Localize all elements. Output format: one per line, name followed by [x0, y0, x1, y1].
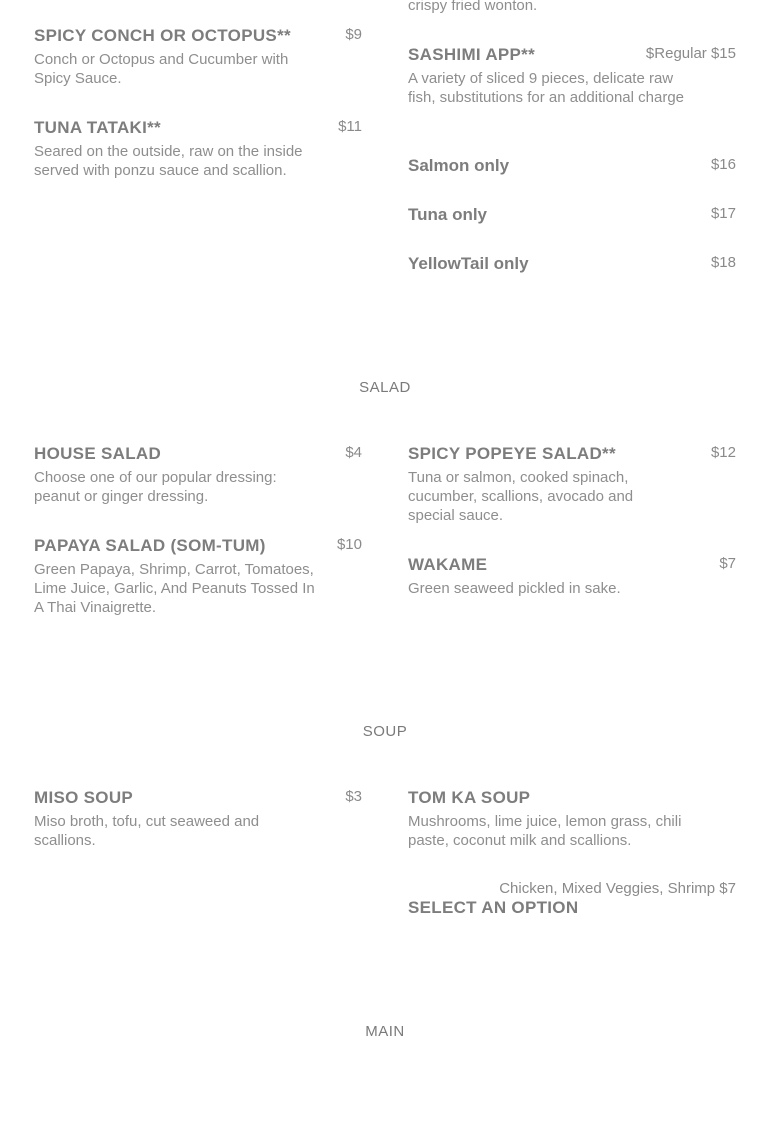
menu-item-price: $9	[345, 26, 362, 43]
menu-option-label[interactable]: Salmon only	[408, 156, 510, 175]
menu-item-description: Green Papaya, Shrimp, Carrot, Tomatoes, Lime Juice, Garlic, And Peanuts Tossed In A Thai Vinaigrette.	[34, 561, 315, 616]
menu-item-name[interactable]: SPICY CONCH OR OCTOPUS**	[34, 26, 291, 45]
section-title-salad: SALAD	[359, 379, 411, 396]
menu-item-name[interactable]: MISO SOUP	[34, 788, 134, 807]
menu-option-label[interactable]: Tuna only	[408, 205, 488, 224]
menu-option-price: $16	[710, 156, 736, 173]
menu-item-name[interactable]: PAPAYA SALAD (SOM-TUM)	[34, 536, 266, 555]
select-option-dropdown[interactable]: SELECT AN OPTION	[408, 898, 579, 917]
menu-item-description: Seared on the outside, raw on the inside served with ponzu sauce and scallion.	[34, 143, 303, 179]
option-price-line: Chicken, Mixed Veggies, Shrimp $7	[499, 880, 736, 897]
menu-item-price: $3	[345, 788, 362, 805]
menu-item-description: Conch or Octopus and Cucumber with Spicy Sauce.	[34, 51, 289, 87]
menu-item-description: Green seaweed pickled in sake.	[408, 580, 621, 597]
menu-item-description: Mushrooms, lime juice, lemon grass, chili paste, coconut milk and scallions.	[408, 813, 682, 849]
menu-item-description: Miso broth, tofu, cut seaweed and scallions.	[34, 813, 260, 849]
menu-item-price: $4	[345, 444, 362, 461]
menu-option-price: $17	[710, 205, 736, 222]
menu-item-description: Tuna or salmon, cooked spinach, cucumber, scallions, avocado and special sauce.	[408, 469, 634, 524]
menu-item-description: Choose one of our popular dressing: peanut or ginger dressing.	[34, 469, 277, 505]
menu-item-price: $12	[710, 444, 736, 461]
menu-option-price: $18	[710, 254, 736, 271]
section-title-main: MAIN	[365, 1023, 405, 1040]
partial-description: crispy fried wonton.	[408, 0, 538, 14]
menu-item-name[interactable]: SPICY POPEYE SALAD**	[408, 444, 616, 463]
menu-item-name[interactable]: HOUSE SALAD	[34, 444, 162, 463]
menu-item-description: A variety of sliced 9 pieces, delicate raw fish, substitutions for an additional charge	[408, 70, 684, 106]
menu-item-price: $10	[336, 536, 362, 553]
menu-item-name[interactable]: WAKAME	[408, 555, 488, 574]
section-title-soup: SOUP	[362, 723, 408, 740]
menu-option-label[interactable]: YellowTail only	[408, 254, 529, 273]
menu-item-name[interactable]: TOM KA SOUP	[408, 788, 531, 807]
menu-item-price: $11	[338, 118, 362, 135]
menu-item-price: $Regular $15	[645, 45, 736, 62]
menu-item-price: $7	[719, 555, 736, 572]
menu-item-name[interactable]: SASHIMI APP**	[408, 45, 536, 64]
menu-item-name[interactable]: TUNA TATAKI**	[34, 118, 161, 137]
